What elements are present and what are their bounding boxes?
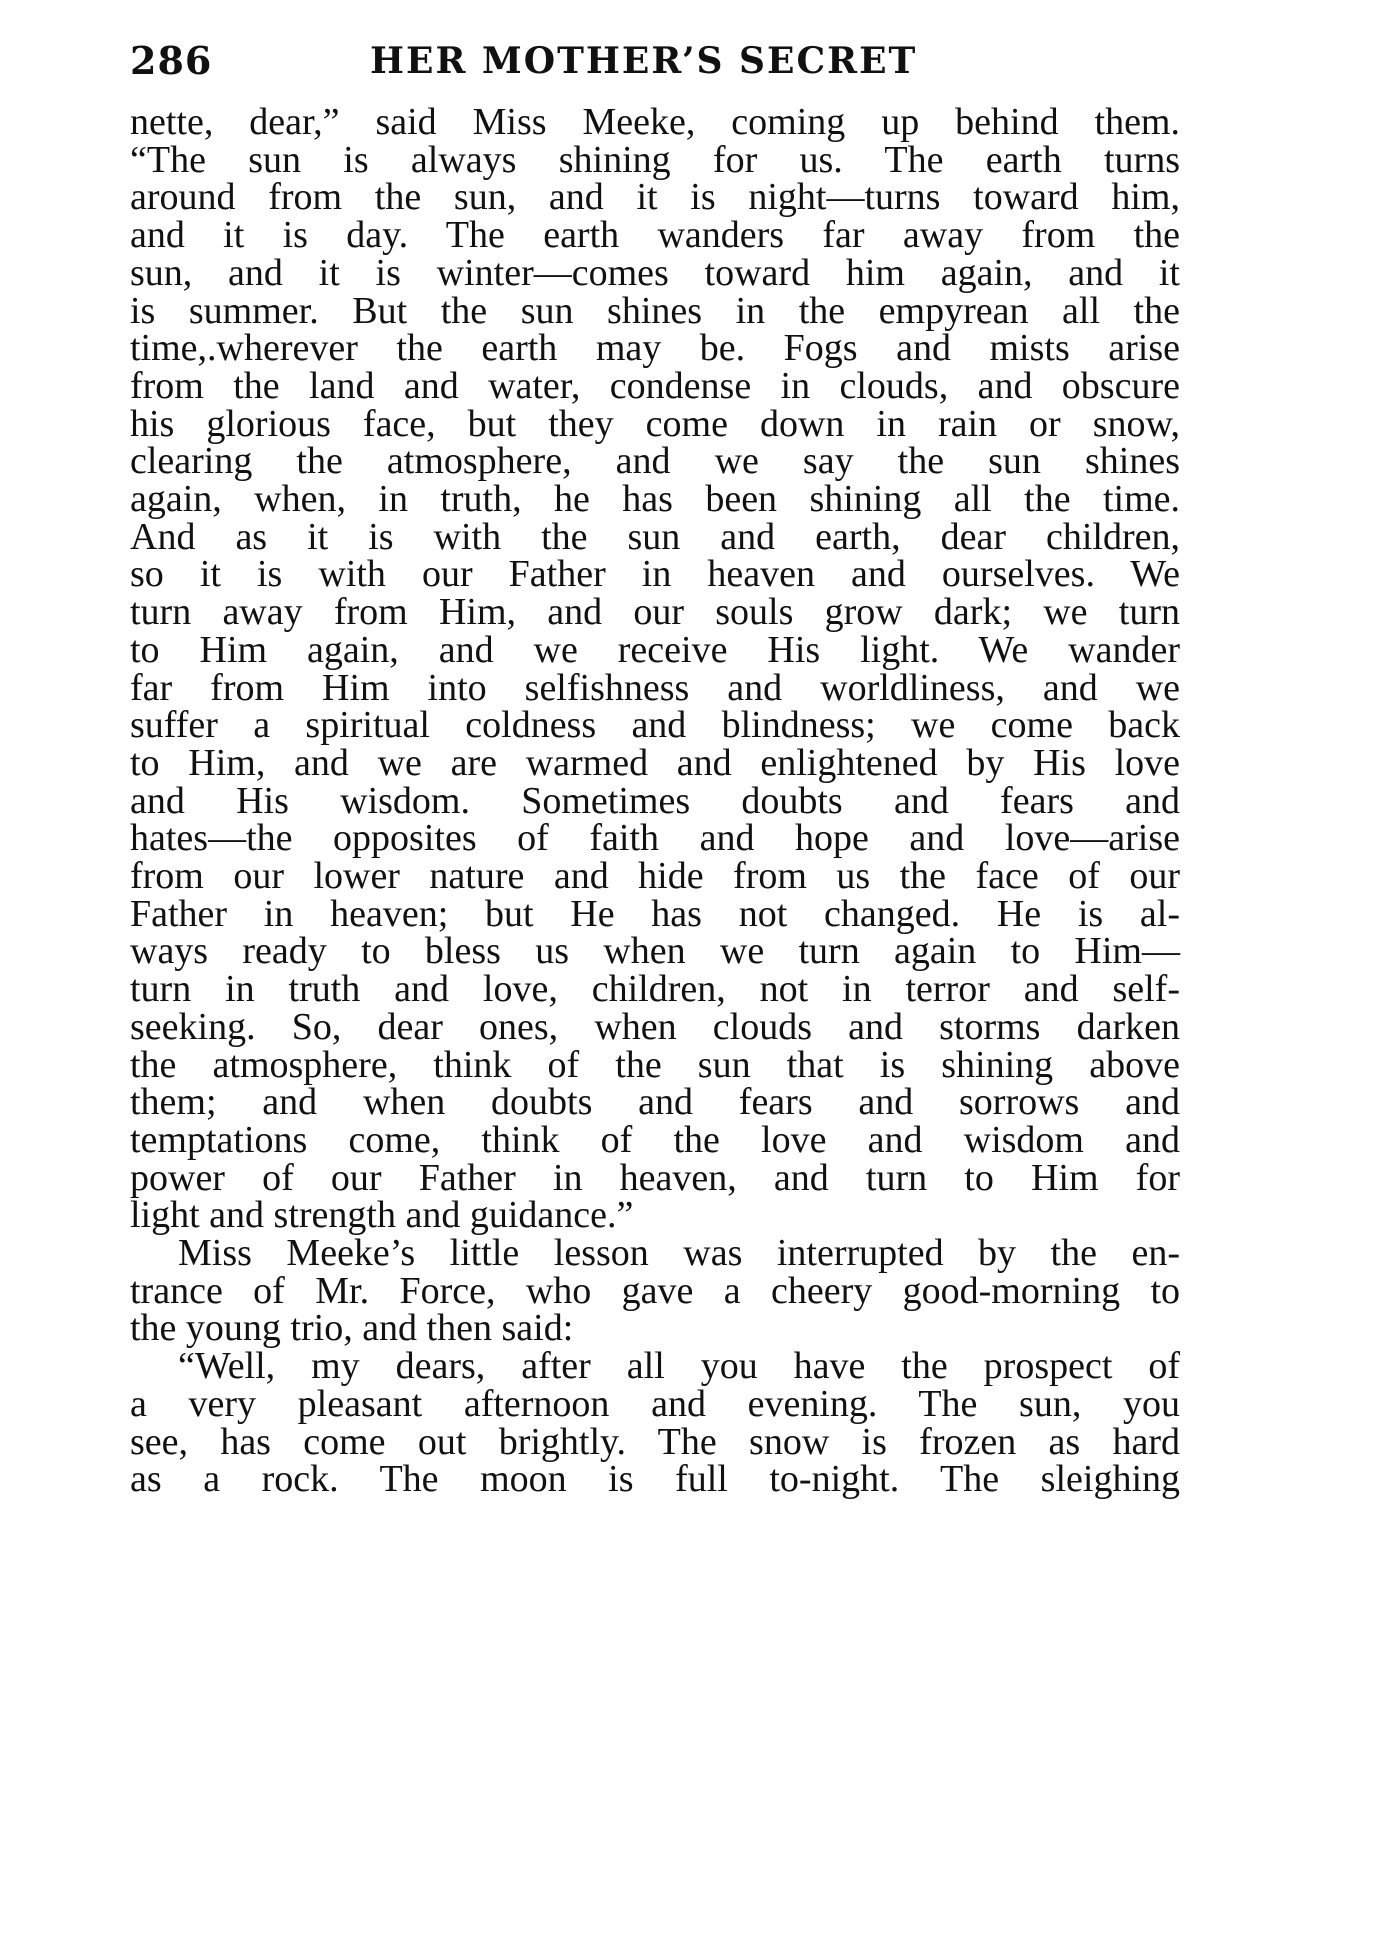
text-line: temptations come, think of the love and wisdom and [130, 1118, 1180, 1161]
text-line: from our lower nature and hide from us the face of our [130, 855, 1180, 897]
text-line: nette, dear,” said Miss Meeke, coming up behind them. [130, 101, 1180, 143]
text-line: them; and when doubts and fears and sorrows and [130, 1081, 1180, 1124]
text-line: a very pleasant afternoon and evening. The sun, you [130, 1382, 1180, 1425]
text-line: to Him, and we are warmed and enlightened by His love [130, 741, 1180, 784]
text-line: the atmosphere, think of the sun that is shining above [130, 1043, 1180, 1086]
text-line: sun, and it is winter—comes toward him again, and it [130, 251, 1180, 294]
text-line: trance of Mr. Force, who gave a cheery good-morning to [130, 1269, 1180, 1312]
text-line: clearing the atmosphere, and we say the sun shines [130, 440, 1180, 483]
text-line: far from Him into selfishness and worldliness, and we [130, 666, 1180, 709]
text-line: power of our Father in heaven, and turn to Him for [130, 1156, 1180, 1199]
text-line: turn away from Him, and our souls grow dark; we turn [130, 591, 1180, 634]
text-line: to Him again, and we receive His light. We wander [130, 628, 1180, 671]
text-line: light and strength and guidance.” [130, 1194, 634, 1237]
text-line: his glorious face, but they come down in rain or snow, [130, 402, 1180, 445]
text-line: is summer. But the sun shines in the empyrean all the [130, 289, 1180, 332]
text-line: so it is with our Father in heaven and ourselves. We [130, 553, 1180, 596]
text-line: from the land and water, condense in clouds, and obscure [130, 364, 1180, 407]
page-number: 286 [130, 38, 213, 83]
text-line: turn in truth and love, children, not in terror and self- [130, 968, 1180, 1011]
text-line: and His wisdom. Sometimes doubts and fears and [130, 779, 1180, 822]
text-line: the young trio, and then said: [130, 1307, 574, 1350]
text-line: again, when, in truth, he has been shining all the time. [130, 478, 1180, 520]
page-header [130, 38, 1180, 88]
text-line: And as it is with the sun and earth, dear children, [130, 515, 1180, 558]
text-line: ways ready to bless us when we turn again to Him— [130, 930, 1180, 973]
text-line: Miss Meeke’s little lesson was interrupted by the en- [178, 1232, 1180, 1274]
text-line: see, has come out brightly. The snow is frozen as hard [130, 1420, 1180, 1463]
text-line: suffer a spiritual coldness and blindness; we come back [130, 704, 1180, 747]
text-line: time,.wherever the earth may be. Fogs and mists arise [130, 327, 1180, 370]
text-line: hates—the opposites of faith and hope and love—arise [130, 817, 1180, 860]
running-head: HER MOTHER’S SECRET [370, 40, 918, 82]
text-line: seeking. So, dear ones, when clouds and storms darken [130, 1005, 1180, 1048]
text-line: as a rock. The moon is full to-night. The sleighing [130, 1458, 1180, 1501]
text-line: “Well, my dears, after all you have the prospect of [178, 1345, 1180, 1388]
text-line: “The sun is always shining for us. The earth turns [130, 138, 1180, 181]
text-line: Father in heaven; but He has not changed. He is al- [130, 892, 1180, 935]
text-line: and it is day. The earth wanders far away from the [130, 214, 1180, 257]
text-line: around from the sun, and it is night—turns toward him, [130, 176, 1180, 219]
